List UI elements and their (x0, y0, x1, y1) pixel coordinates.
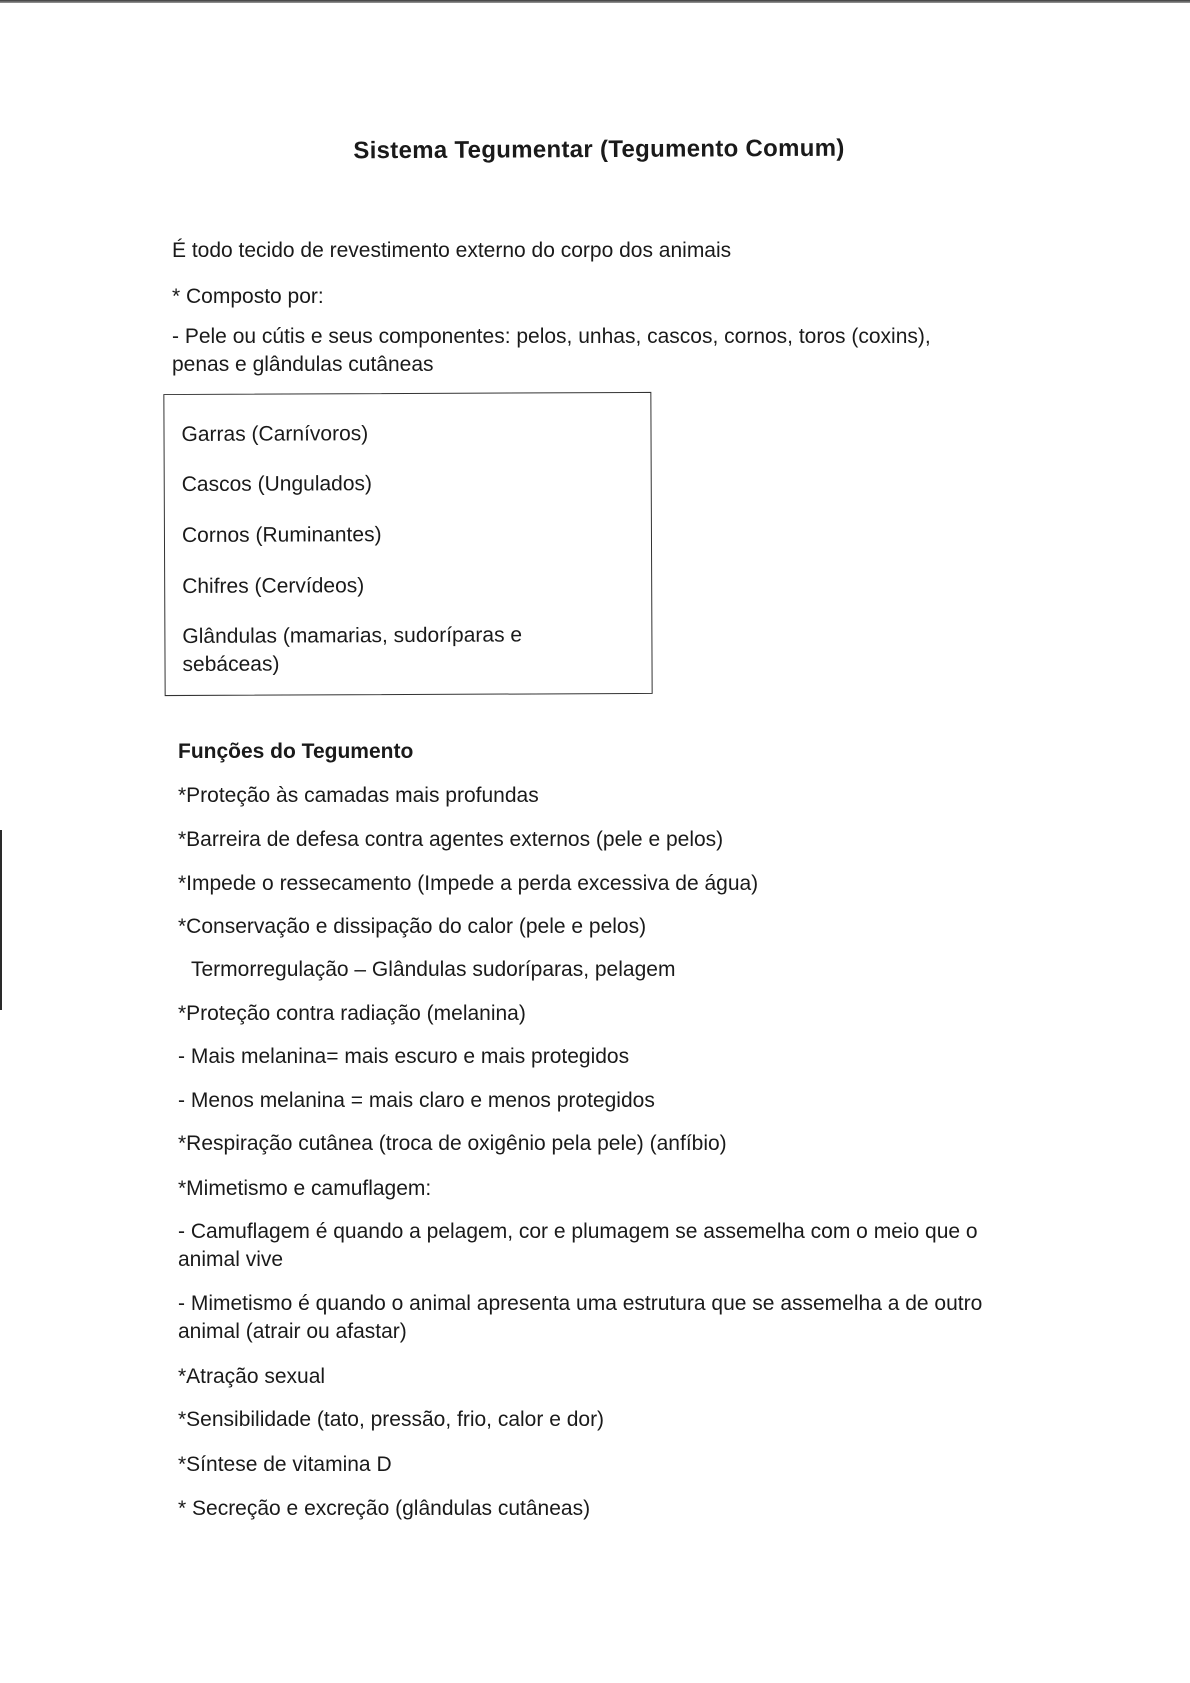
function-item: *Respiração cutânea (troca de oxigênio pela pele) (anfíbio) (178, 1132, 727, 1155)
function-item: *Proteção às camadas mais profundas (178, 784, 539, 807)
function-item: *Mimetismo e camuflagem: (178, 1177, 432, 1200)
box-item-cornos: Cornos (Ruminantes) (181, 523, 382, 547)
page-title: Sistema Tegumentar (Tegumento Comum) (353, 134, 845, 165)
function-item: *Atração sexual (178, 1365, 326, 1388)
intro-text: É todo tecido de revestimento externo do corpo dos animais (172, 239, 732, 262)
composed-by-label: * Composto por: (172, 285, 324, 308)
scan-margin-mark (0, 830, 2, 1010)
box-item-cascos: Cascos (Ungulados) (181, 472, 373, 496)
functions-heading: Funções do Tegumento (178, 740, 414, 763)
function-item: *Proteção contra radiação (melanina) (178, 1002, 526, 1025)
function-subitem: - Camuflagem é quando a pelagem, cor e plumagem se assemelha com o meio que o animal vive (178, 1220, 978, 1271)
function-item: *Impede o ressecamento (Impede a perda excessiva de água) (178, 872, 759, 895)
function-subitem: - Mais melanina= mais escuro e mais protegidos (178, 1045, 630, 1068)
function-item: *Barreira de defesa contra agentes externos (pele e pelos) (178, 828, 724, 851)
box-item-glandulas: Glândulas (mamarias, sudoríparas e sebáceas) (182, 623, 523, 676)
function-item: *Sensibilidade (tato, pressão, frio, calor e dor) (178, 1408, 605, 1431)
box-item-chifres: Chifres (Cervídeos) (182, 574, 365, 598)
box-item-garras: Garras (Carnívoros) (181, 422, 369, 446)
function-item: *Síntese de vitamina D (178, 1453, 392, 1476)
components-text: - Pele ou cútis e seus componentes: pelos, unhas, cascos, cornos, toros (coxins), penas e glândulas cutâneas (172, 325, 931, 376)
function-subitem: - Mimetismo é quando o animal apresenta uma estrutura que se assemelha a de outro animal (atrair ou afastar) (178, 1292, 983, 1343)
function-item: *Conservação e dissipação do calor (pele e pelos) (178, 915, 647, 938)
appendages-box (163, 392, 652, 696)
function-subitem: Termorregulação – Glândulas sudoríparas, pelagem (191, 958, 676, 981)
function-subitem: - Menos melanina = mais claro e menos protegidos (178, 1089, 655, 1112)
function-item: * Secreção e excreção (glândulas cutâneas) (178, 1497, 591, 1520)
scan-edge-line (0, 0, 1190, 3)
